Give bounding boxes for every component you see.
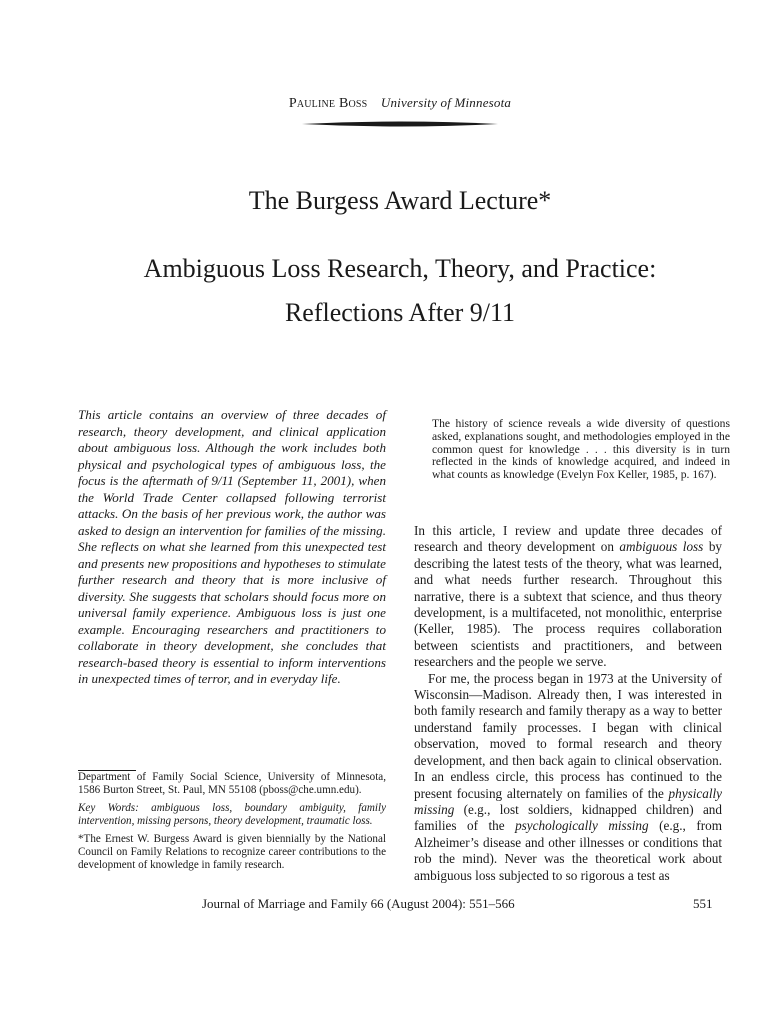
author-affiliation: University of Minnesota	[380, 95, 512, 110]
author-address-note: Department of Family Social Science, University of Minnesota, 1586 Burton Street, St. Paul, MN 55108 (pboss@che.umn.edu).	[78, 771, 386, 796]
body-text	[414, 523, 722, 884]
body-paragraph	[414, 523, 722, 671]
author-name: Pauline Boss	[288, 96, 368, 111]
body-paragraph	[414, 671, 722, 884]
article-title	[0, 247, 768, 335]
body-text-span: (e.g., from Alzheimer’s disease and other illnesses or conditions that rob the mind). Never was the theoretical work about ambiguous loss subjected to so rigorous a test as	[414, 818, 722, 883]
lecture-title: The Burgess Award Lecture*	[248, 186, 552, 215]
page-number: 551	[693, 896, 713, 911]
author-line	[0, 95, 768, 112]
abstract: This article contains an overview of three decades of research, theory development, and clinical application about ambiguous loss. Although the work includes both physical and psychological types of ambiguous loss, the focus is the aftermath of 9/11 (September 11, 2001), when the World Trade Center collapsed following terrorist attacks. On the basis of her previous work, the author was asked to design an intervention for families of the missing. She reflects on what she learned from this unexpected test and presents new propositions and hypotheses to stimulate further research and theory that is more inclusive of diversity. She suggests that scholars should focus more on universal family experience. Ambiguous loss is just one example. Encouraging researchers and practitioners to collaborate in theory development, she concludes that research-based theory is essential to inform interventions in unexpected times of terror, and in everyday life.	[78, 407, 386, 686]
emphasis-term: ambiguous loss	[619, 539, 704, 555]
footnotes	[78, 771, 386, 877]
keywords-note: Key Words: ambiguous loss, boundary ambiguity, family intervention, missing persons, theory development, traumatic loss.	[78, 802, 386, 827]
journal-citation: Journal of Marriage and Family 66 (August 2004): 551–566	[202, 896, 515, 911]
body-text-span: by describing the latest tests of the theory, what was learned, and what needs further research. Throughout this narrative, there is a subtext that science, and thus theory development, is a multifaceted, not monolithic, enterprise (Keller, 1985). The process requires collaboration between scientists and practitioners, and between researchers and the people we serve.	[414, 539, 723, 670]
epigraph-quote: The history of science reveals a wide diversity of questions asked, explanations sought, and methodologies employed in the common quest for knowledge . . . this diversity is in turn reflected in the kinds of knowledge acquired, and indeed in what counts as knowledge (Evelyn Fox Keller, 1985, p. 167).	[432, 417, 730, 482]
body-text-span: (e.g., lost soldiers, kidnapped children) and families of the	[414, 801, 722, 834]
article-title-line-1: Ambiguous Loss Research, Theory, and Practice:	[143, 254, 657, 283]
body-text-span: For me, the process began in 1973 at the University of Wisconsin—Madison. Already then, I was interested in both family research and family therapy as a way to better understand family processes. I began with clinical observation, moved to formal research and theory development, and then back again to clinical observation. In an endless circle, this process has continued to the present focusing alternately on families of the	[414, 670, 722, 801]
emphasis-term: psychologically missing	[515, 818, 649, 834]
emphasis-term: physically missing	[414, 785, 722, 817]
title-ornament-rule	[302, 120, 498, 128]
body-text-span: In this article, I review and update three decades of research and theory development on	[414, 523, 722, 555]
article-title-line-2: Reflections After 9/11	[284, 298, 516, 327]
award-note: *The Ernest W. Burgess Award is given biennially by the National Council on Family Relations to recognize career contributions to the development of knowledge in family research.	[78, 833, 386, 871]
